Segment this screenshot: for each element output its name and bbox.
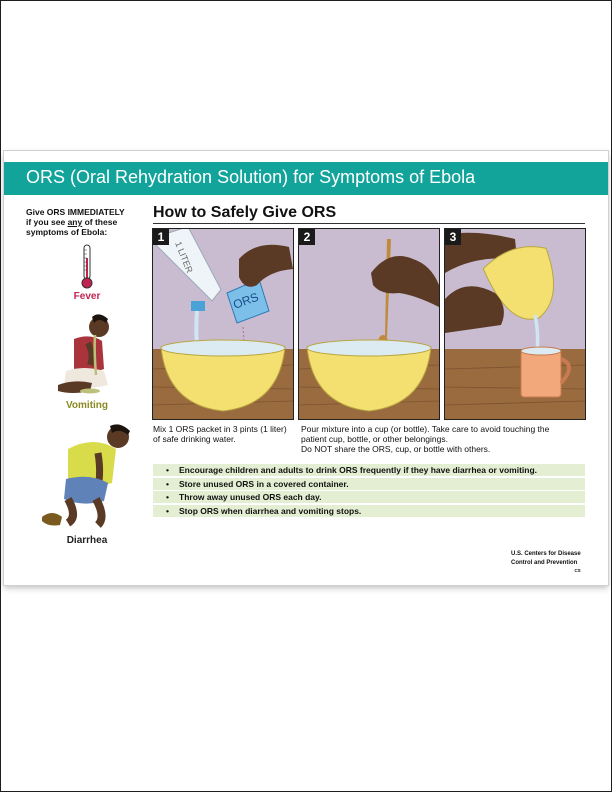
diarrhea-label: Diarrhea [66, 535, 108, 546]
document-code: CS [574, 568, 581, 573]
intro-emphasis: any [67, 217, 83, 227]
step-1-panel [152, 228, 294, 420]
step-2-panel [298, 228, 440, 420]
credit-line: U.S. Centers for Disease [511, 551, 581, 557]
caption-line: patient cup, bottle, or other belongings. [301, 434, 448, 444]
credit-line: Control and Prevention [511, 559, 578, 566]
bullet: • [166, 492, 169, 502]
intro-text: of these [82, 217, 118, 227]
intro-line-1: Give ORS IMMEDIATELY [26, 207, 125, 217]
section-heading: How to Safely Give ORS [153, 204, 337, 221]
step-1-illustration [153, 229, 293, 419]
caption-line: Mix 1 ORS packet in 3 pints (1 liter) [153, 424, 287, 434]
step-3-illustration [445, 229, 585, 419]
cdc-credit [511, 550, 581, 576]
step-2-illustration [299, 229, 439, 419]
caption-line: Pour mixture into a cup (or bottle). Take care to avoid touching the [301, 424, 550, 434]
thermometer-icon [80, 244, 94, 290]
bullet: • [166, 478, 169, 489]
intro-line-3: symptoms of Ebola: [26, 227, 108, 237]
tip-item [153, 505, 585, 517]
bullet: • [166, 465, 169, 475]
step-1-caption [153, 424, 293, 444]
symptoms-intro [26, 207, 136, 237]
step-number: 3 [445, 229, 461, 245]
step-number: 1 [153, 229, 169, 245]
tip-item [153, 491, 585, 503]
ors-packet-label: ORS [231, 289, 261, 312]
step-3-panel [444, 228, 586, 420]
caption-line: of safe drinking water. [153, 434, 236, 444]
fever-label: Fever [73, 291, 101, 302]
tip-item [153, 478, 585, 490]
poster-title: ORS (Oral Rehydration Solution) for Symptoms of Ebola [26, 167, 476, 187]
bullet: • [166, 505, 169, 516]
tips-list [153, 464, 585, 518]
bottle-label: 1 LITER [173, 240, 195, 275]
heading-rule [153, 223, 585, 224]
vomiting-label: Vomiting [65, 400, 109, 411]
tip-text: Encourage children and adults to drink ORS frequently if they have diarrhea or vomiting. [179, 465, 538, 475]
tip-text: Stop ORS when diarrhea and vomiting stops. [179, 505, 362, 516]
tip-text: Store unused ORS in a covered container. [179, 478, 349, 489]
diarrhea-person-illustration [38, 421, 136, 531]
ors-poster [4, 151, 608, 585]
tip-item [153, 464, 585, 476]
title-banner [4, 162, 608, 195]
vomiting-person-illustration [44, 311, 124, 397]
intro-text: if you see [26, 217, 68, 227]
step-2-3-caption [301, 424, 591, 454]
tip-text: Throw away unused ORS each day. [179, 492, 322, 502]
caption-line: Do NOT share the ORS, cup, or bottle with others. [301, 444, 491, 454]
step-number: 2 [299, 229, 315, 245]
intro-line-2 [26, 217, 136, 227]
